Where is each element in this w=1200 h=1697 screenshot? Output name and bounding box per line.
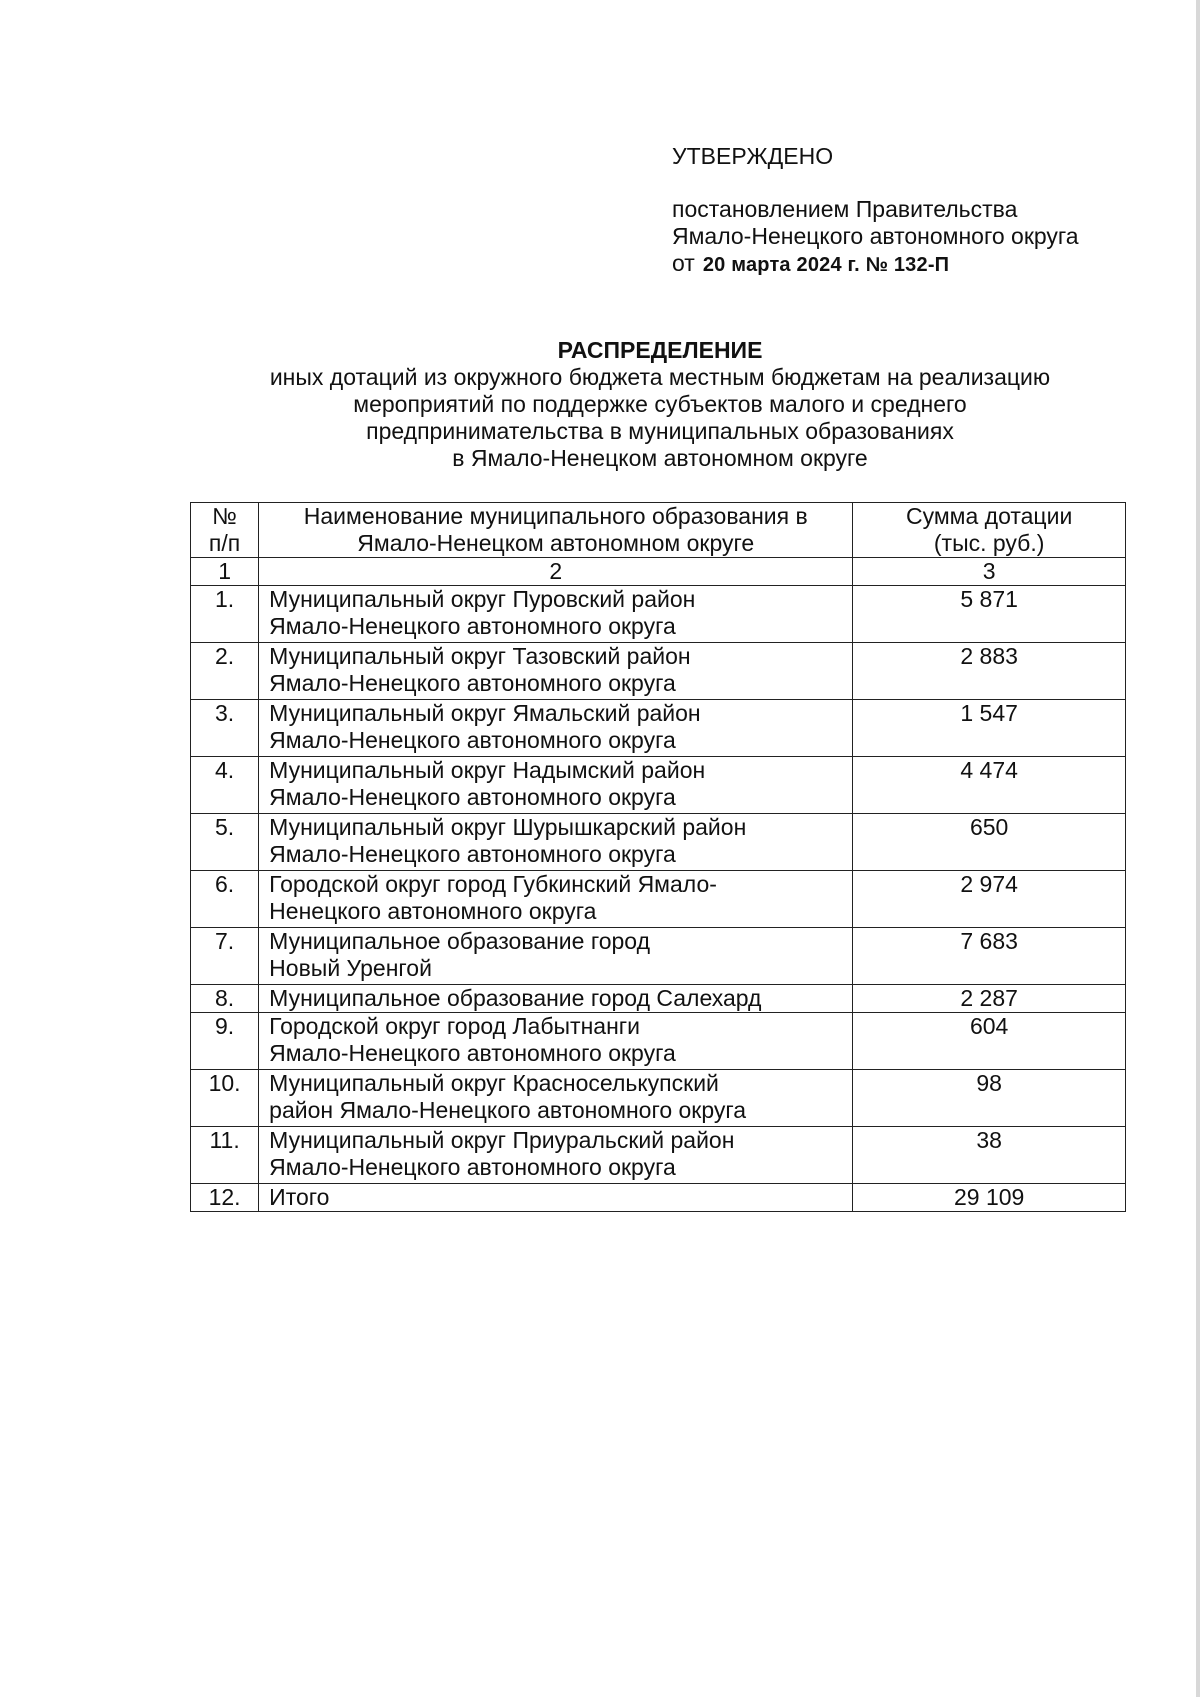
municipality-name [259,700,853,757]
approved-label: УТВЕРЖДЕНО [672,143,834,169]
municipality-name-line-1: Городской округ город Губкинский Ямало- [269,871,717,897]
municipality-name [259,1013,853,1070]
subtitle-line-3: предпринимательства в муниципальных образованиях [366,418,954,444]
subsidy-amount: 7 683 [853,928,1126,985]
municipality-name-line-2: Ямало-Ненецкого автономного округа [269,841,676,867]
row-number: 3. [191,700,259,757]
municipality-name-line-1: Муниципальное образование город [269,928,651,954]
municipality-name [259,757,853,814]
table-row [191,871,1126,928]
scan-edge [1196,0,1200,1697]
header-sum [853,503,1126,558]
municipality-name-line-2: Ямало-Ненецкого автономного округа [269,784,676,810]
municipality-name [259,814,853,871]
municipality-name [259,985,853,1013]
municipality-name [259,586,853,643]
municipality-name-line-2: Ямало-Ненецкого автономного округа [269,1040,676,1066]
municipality-name [259,1184,853,1212]
municipality-name-line-2: Ненецкого автономного округа [269,898,597,924]
subsidy-amount: 4 474 [853,757,1126,814]
municipality-name-line-2: Ямало-Ненецкого автономного округа [269,727,676,753]
municipality-name [259,871,853,928]
table-row [191,1184,1126,1212]
municipality-name-line-2: Новый Уренгой [269,955,432,981]
column-number-3: 3 [853,558,1126,586]
municipality-name [259,1070,853,1127]
municipality-name-line-1: Муниципальный округ Ямальский район [269,700,701,726]
municipality-name [259,1127,853,1184]
municipality-name-line-1: Муниципальный округ Шурышкарский район [269,814,747,840]
subsidy-amount: 2 883 [853,643,1126,700]
header-sum-line-1: Сумма дотации [906,503,1073,529]
subsidy-amount: 2 974 [853,871,1126,928]
header-name [259,503,853,558]
municipality-name-line-1: Муниципальное образование город Салехард [269,985,762,1011]
table-header-row [191,503,1126,558]
header-name-line-2: Ямало-Ненецком автономном округе [357,530,755,556]
municipality-name-line-2: Ямало-Ненецкого автономного округа [269,670,676,696]
approval-date-line [672,250,1142,279]
table-row [191,1013,1126,1070]
document-title: РАСПРЕДЕЛЕНИЕ [557,337,763,363]
header-num [191,503,259,558]
row-number: 7. [191,928,259,985]
subsidy-amount: 98 [853,1070,1126,1127]
subtitle-line-1: иных дотаций из окружного бюджета местным бюджетам на реализацию [269,364,1051,390]
subsidy-amount: 650 [853,814,1126,871]
approval-stamp [672,143,1142,279]
subsidy-amount: 29 109 [853,1184,1126,1212]
row-number: 4. [191,757,259,814]
subsidy-amount: 2 287 [853,985,1126,1013]
municipality-name-line-1: Муниципальный округ Приуральский район [269,1127,735,1153]
row-number: 9. [191,1013,259,1070]
header-name-line-1: Наименование муниципального образования в [303,503,808,529]
municipality-name-line-1: Итого [269,1184,330,1210]
row-number: 2. [191,643,259,700]
table-row [191,814,1126,871]
municipality-name [259,643,853,700]
municipality-name-line-1: Муниципальный округ Пуровский район [269,586,696,612]
subsidy-amount: 1 547 [853,700,1126,757]
municipality-name-line-2: район Ямало-Ненецкого автономного округа [269,1097,747,1123]
date-prefix: от [672,250,695,276]
municipality-name-line-2: Ямало-Ненецкого автономного округа [269,613,676,639]
subtitle-line-2: мероприятий по поддержке субъектов малого и среднего [353,391,967,417]
municipality-name-line-1: Муниципальный округ Надымский район [269,757,706,783]
approval-date: 20 марта 2024 г. № 132-П [702,254,950,276]
approval-line-1: постановлением Правительства [672,196,1018,222]
row-number: 12. [191,1184,259,1212]
column-numbers-row [191,558,1126,586]
column-number-1: 1 [191,558,259,586]
header-num-line-2: п/п [208,530,241,556]
row-number: 5. [191,814,259,871]
table-row [191,700,1126,757]
table-row [191,1070,1126,1127]
header-num-line-1: № [212,503,237,529]
municipality-name-line-1: Муниципальный округ Красноселькупский [269,1070,719,1096]
table-row [191,757,1126,814]
municipality-name-line-1: Городской округ город Лабытнанги [269,1013,641,1039]
row-number: 8. [191,985,259,1013]
row-number: 11. [191,1127,259,1184]
table-row [191,643,1126,700]
table-row [191,985,1126,1013]
municipality-name [259,928,853,985]
distribution-table [190,502,1126,1212]
header-sum-line-2: (тыс. руб.) [933,530,1045,556]
table-body [191,586,1126,1212]
subsidy-amount: 38 [853,1127,1126,1184]
document-heading [180,337,1140,472]
table-row [191,1127,1126,1184]
approval-line-2: Ямало-Ненецкого автономного округа [672,223,1079,249]
row-number: 10. [191,1070,259,1127]
column-number-2: 2 [259,558,853,586]
row-number: 6. [191,871,259,928]
table-row [191,928,1126,985]
table-row [191,586,1126,643]
subsidy-amount: 5 871 [853,586,1126,643]
subsidy-amount: 604 [853,1013,1126,1070]
municipality-name-line-1: Муниципальный округ Тазовский район [269,643,691,669]
subtitle-line-4: в Ямало-Ненецком автономном округе [452,445,868,471]
row-number: 1. [191,586,259,643]
municipality-name-line-2: Ямало-Ненецкого автономного округа [269,1154,676,1180]
